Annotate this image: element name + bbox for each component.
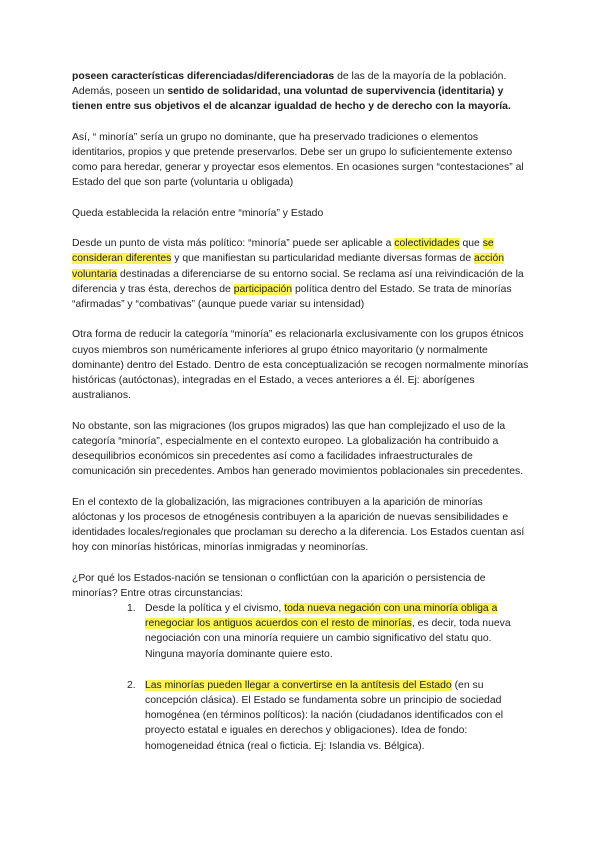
paragraph-ethnic-groups: Otra forma de reducir la categoría “minoría” es relacionarla exclusivamente con los grupos étnicos cuyos miembros son numéricamente inferiores al grupo étnico mayoritario (y normalmente dominante) dentro del Estado. Dentro de esta conceptualización se recogen normalmente minorías históricas (autóctonas), integradas en el Estado, a veces anteriores a él. Ej: aborígenes australianos. — [72, 329, 529, 402]
list-item — [72, 601, 530, 662]
list-number: 2. — [127, 679, 136, 691]
list-item — [72, 678, 530, 754]
paragraph-question: ¿Por qué los Estados-nación se tensionan o conflictúan con la aparición o persistencia de minorías? Entre otras circunstancias: — [72, 572, 486, 599]
highlighted-text: colectividades — [394, 238, 460, 250]
bold-phrase: sentido de solidaridad, una voluntad de supervivencia (identitaria) y tienen entre sus objetivos el de alcanzar igualdad de hecho y de derecho con la mayoría. — [72, 86, 511, 113]
paragraph-minority-definition: Así, “ minoría” sería un grupo no dominante, que ha preservado tradiciones o elementos identitarios, propios y que pretende preservarlos. Debe ser un grupo lo suficientemente extenso como para heredar, generar y proyectar esos elementos. En ocasiones surgen “contestaciones” al Estado del que son parte (voluntaria u obligada) — [72, 131, 524, 189]
highlighted-text: participación — [233, 283, 293, 295]
highlighted-text: Las minorías pueden llegar a convertirse en la antítesis del Estado — [145, 679, 452, 691]
circumstances-list — [72, 601, 530, 754]
paragraph-globalization: En el contexto de la globalización, las migraciones contribuyen a la aparición de minorías alóctonas y los procesos de etnogénesis contribuyen a la aparición de nuevas sensibilidades e identidades locales/regionales que proclaman su derecho a la diferencia. Los Estados cuentan así hoy con minorías históricas, minorías inmigradas y neominorías. — [72, 496, 525, 554]
highlighted-text: toda nueva negación con una minoría obliga a renegociar los antiguos acuerdos con el resto de minorías — [145, 603, 498, 630]
paragraph-text: de las de la mayoría de la población. Además, poseen un — [72, 71, 507, 98]
paragraph-text: que — [459, 238, 483, 250]
highlighted-text: acción voluntaria — [72, 253, 505, 280]
highlighted-text: se consideran diferentes — [72, 238, 494, 265]
list-text: Desde la política y el civismo, — [145, 603, 285, 614]
paragraph-relation-state: Queda establecida la relación entre “minoría” y Estado — [72, 207, 324, 219]
document-body — [72, 69, 530, 754]
paragraph-text: destinadas a diferenciarse de su entorno social. Se reclama así una reivindicación de la diferencia y tras ésta, derechos de — [72, 268, 524, 295]
paragraph-text: política dentro del Estado. Se trata de minorías “afirmadas” y “combativas” (aunque puede variar su intensidad) — [72, 283, 512, 310]
list-text: , es decir, toda nueva negociación con una minoría requiere un cambio significativo del statu quo. Ninguna mayoría dominante quiere esto. — [145, 618, 511, 660]
list-number: 1. — [127, 603, 136, 614]
paragraph-political-view — [72, 236, 530, 312]
paragraph-migrations: No obstante, son las migraciones (los grupos migrados) las que han complejizado el uso de la categoría “minoría”, especialmente en el contexto europeo. La globalización ha contribuido a desequilibrios económicos sin precedentes así como a facilidades infraestructurales de comunicación sin precedentes. Ambos han generado movimientos poblacionales sin precedentes. — [72, 420, 524, 478]
paragraph-text: Desde un punto de vista más político: “minoría” puede ser aplicable a — [72, 238, 395, 250]
paragraph-text: y que manifiestan su particularidad mediante diversas formas de — [171, 253, 474, 265]
paragraph-minority-traits — [72, 69, 530, 115]
list-text: (en su concepción clásica). El Estado se fundamenta sobre un principio de sociedad homogénea (en términos políticos): la nación (ciudadanos identificados con el proyecto estatal e iguales en derechos y obligaciones). Idea de fondo: homogeneidad étnica (real o ficticia. Ej: Islandia vs. Bélgica). — [145, 679, 504, 752]
bold-phrase: poseen características diferenciadas/diferenciadoras — [72, 71, 335, 82]
